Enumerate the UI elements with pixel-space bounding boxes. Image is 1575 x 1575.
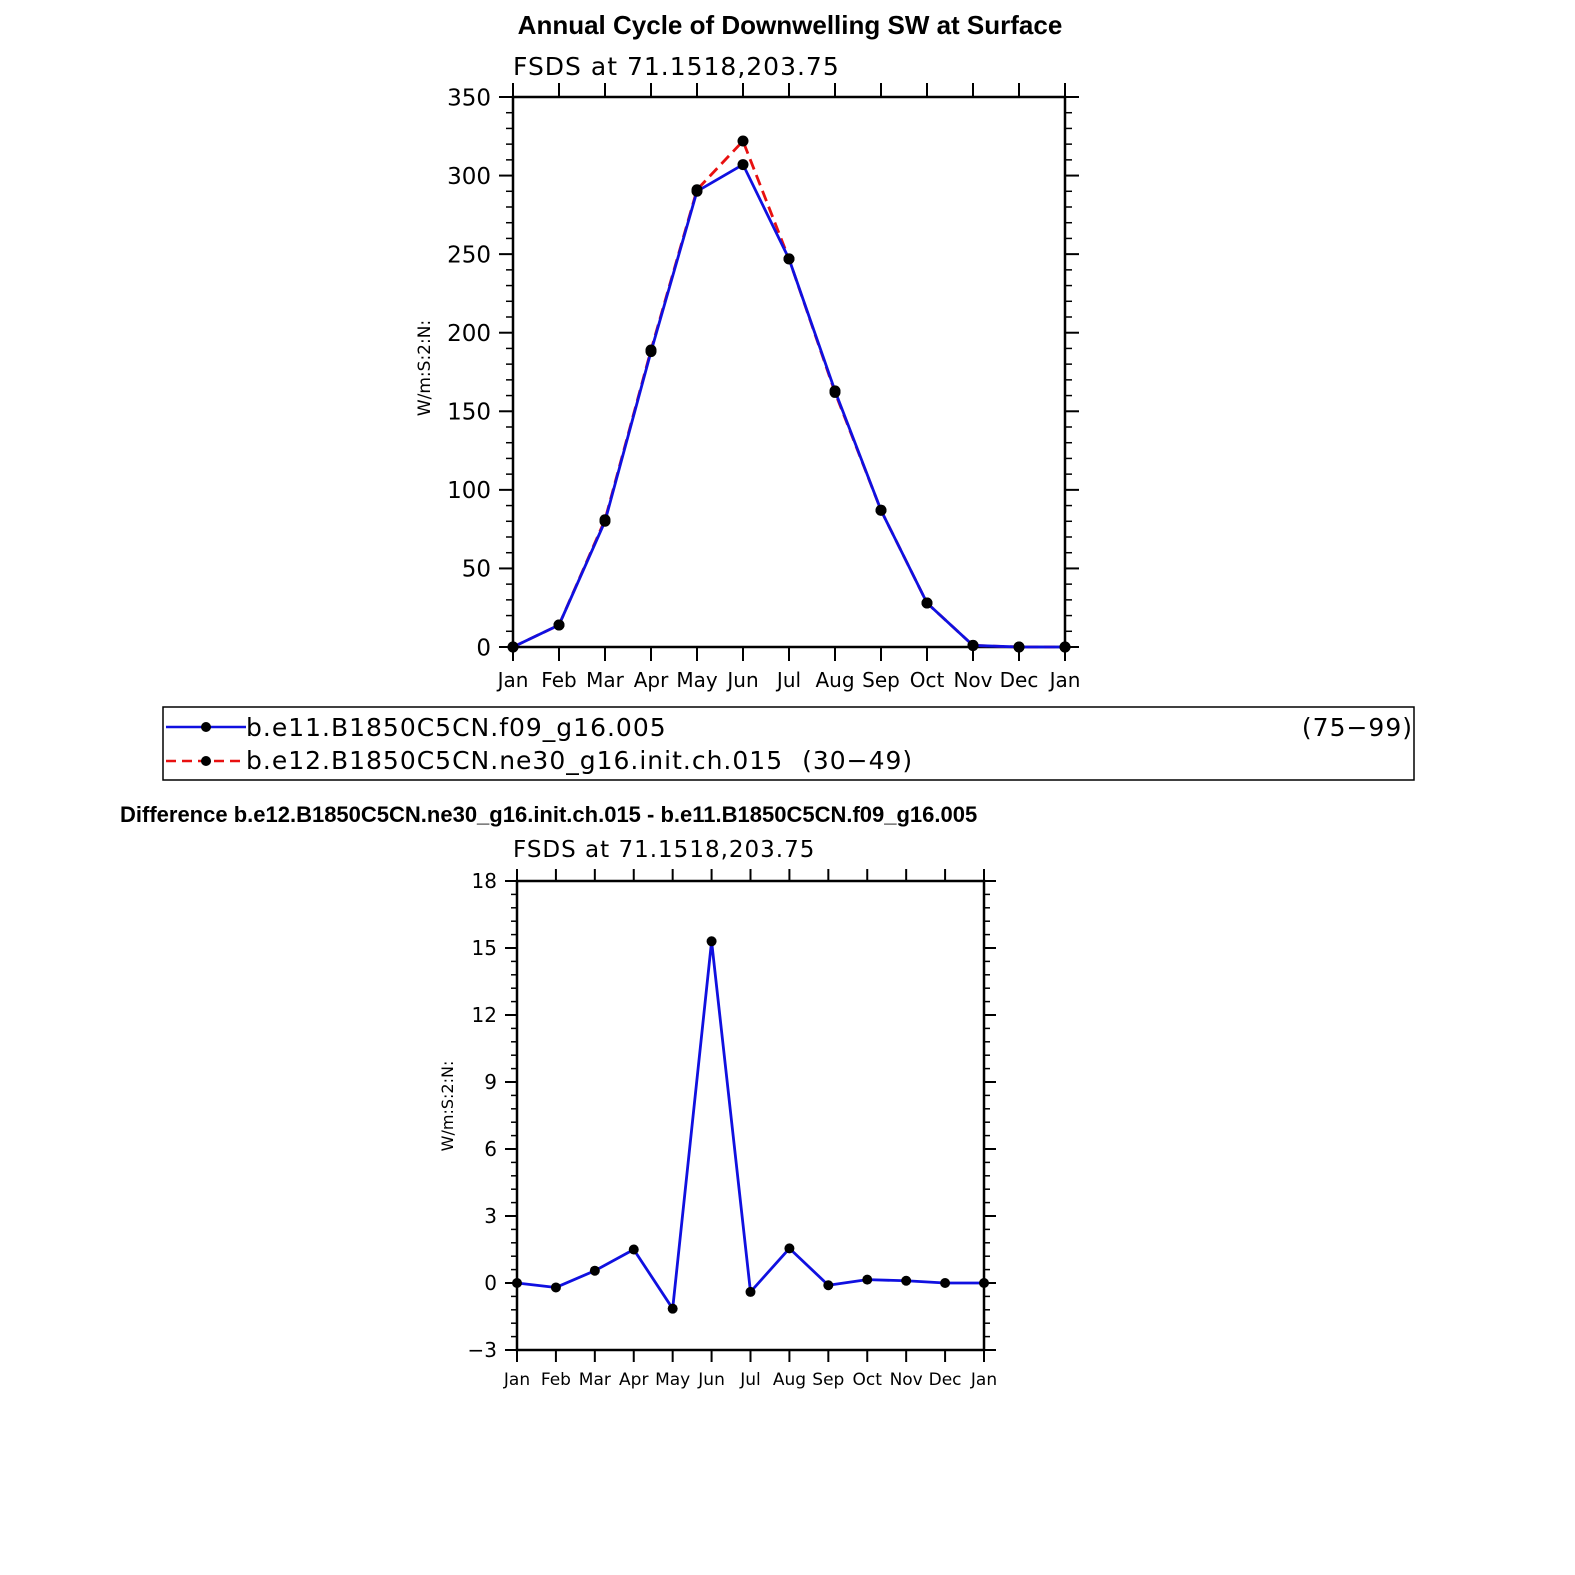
chart1-series2-point: [876, 505, 887, 516]
chart2-ytick-label: 12: [471, 1003, 497, 1028]
chart1-series2-point: [830, 387, 841, 398]
chart2-xtick-label: May: [655, 1370, 691, 1390]
legend-years-series1: (75−99): [1301, 713, 1413, 742]
chart2-xtick-label: Nov: [889, 1370, 923, 1390]
chart2-xtick-label: Dec: [928, 1370, 962, 1390]
chart1-ytick-label: 200: [447, 320, 491, 347]
chart1-xtick-label: Sep: [862, 668, 900, 692]
chart2-xtick-label: Oct: [852, 1370, 882, 1390]
chart1-series2-point: [600, 514, 611, 525]
chart1-series2-point: [554, 620, 565, 631]
chart1-series2-point: [1060, 642, 1071, 653]
chart1-ytick-label: 50: [461, 556, 491, 583]
chart2-ytick-label: 15: [471, 936, 497, 961]
chart1-ytick-label: 350: [447, 85, 491, 112]
chart1-ylabel: W/m:S:2:N:: [415, 319, 435, 417]
chart1-series2-point: [738, 136, 749, 147]
legend-label-series1: b.e11.B1850C5CN.f09_g16.005: [246, 713, 667, 742]
chart1-series1-point: [738, 159, 749, 170]
legend-years-series2: (30−49): [802, 746, 914, 775]
chart2-series1-point: [784, 1243, 794, 1253]
legend-label-series2: [246, 746, 913, 775]
chart2-series1-point: [862, 1275, 872, 1285]
chart2-subtitle: FSDS at 71.1518,203.75: [513, 837, 816, 863]
chart2-xtick-label: Apr: [619, 1370, 649, 1390]
chart2-series1-point: [629, 1245, 639, 1255]
chart1-xtick-label: Mar: [586, 668, 624, 692]
chart2-xtick-label: Mar: [578, 1370, 611, 1390]
chart1-ytick-label: 0: [476, 635, 491, 662]
chart2-ytick-label: 9: [484, 1070, 497, 1095]
chart2-xtick-label: Aug: [772, 1370, 807, 1390]
chart2-series1-point: [590, 1266, 600, 1276]
chart1-title: Annual Cycle of Downwelling SW at Surface: [517, 10, 1063, 40]
legend-label-series2-name: b.e12.B1850C5CN.ne30_g16.init.ch.015: [246, 746, 784, 775]
chart2-series1-point: [901, 1276, 911, 1286]
chart1-series2-point: [1014, 642, 1025, 653]
chart2-title: Difference b.e12.B1850C5CN.ne30_g16.init.ch.015 - b.e11.B1850C5CN.f09_g16.005: [120, 802, 978, 827]
chart2-ytick-label: 3: [484, 1204, 497, 1229]
chart2-series1-point: [746, 1287, 756, 1297]
chart1-xtick-label: Jan: [1049, 668, 1081, 692]
chart2-ytick-label: 18: [471, 869, 497, 894]
chart1-xtick-label: Aug: [815, 668, 855, 692]
chart1-xtick-label: May: [676, 668, 718, 692]
legend-marker-series1: [201, 722, 211, 732]
chart2-xtick-label: Jan: [970, 1370, 998, 1390]
chart1-xtick-label: Jul: [776, 668, 802, 692]
chart1-series2-point: [922, 598, 933, 609]
chart1-xtick-label: Jan: [497, 668, 529, 692]
chart1-ytick-label: 150: [447, 399, 491, 426]
chart2-ytick-label: −3: [467, 1338, 497, 1363]
chart2-ytick-label: 6: [484, 1137, 497, 1162]
chart1-series2-point: [692, 184, 703, 195]
chart1-series2-point: [784, 253, 795, 264]
chart2-ytick-label: 0: [484, 1271, 497, 1296]
chart1-ytick-label: 250: [447, 242, 491, 269]
chart2-xtick-label: Jul: [740, 1370, 761, 1390]
chart2-series1-point: [823, 1280, 833, 1290]
chart1-xtick-label: Apr: [633, 668, 669, 692]
chart1-xtick-label: Dec: [999, 668, 1039, 692]
chart2-series1-point: [512, 1278, 522, 1288]
chart1-xtick-label: Oct: [909, 668, 945, 692]
chart2-xtick-label: Sep: [812, 1370, 845, 1390]
chart1-series2-point: [646, 345, 657, 356]
chart1-subtitle: FSDS at 71.1518,203.75: [513, 52, 840, 81]
chart2-series1-point: [707, 936, 717, 946]
chart2-ylabel: W/m:S:2:N:: [438, 1060, 457, 1152]
chart1-series2-point: [508, 642, 519, 653]
chart1-ytick-label: 100: [447, 478, 491, 505]
chart1-xtick-label: Nov: [953, 668, 993, 692]
chart1-ytick-label: 300: [447, 163, 491, 190]
chart2-xtick-label: Jan: [503, 1370, 531, 1390]
chart1-xtick-label: Jun: [727, 668, 759, 692]
legend-marker-series2: [201, 756, 211, 766]
chart2-series1-point: [668, 1304, 678, 1314]
chart2-series1-point: [979, 1278, 989, 1288]
chart2-xtick-label: Jun: [698, 1370, 725, 1390]
chart1-xtick-label: Feb: [541, 668, 577, 692]
chart1-series2-point: [968, 640, 979, 651]
chart2-xtick-label: Feb: [540, 1370, 571, 1390]
chart2-series1-point: [940, 1278, 950, 1288]
chart2-series1-point: [551, 1282, 561, 1292]
